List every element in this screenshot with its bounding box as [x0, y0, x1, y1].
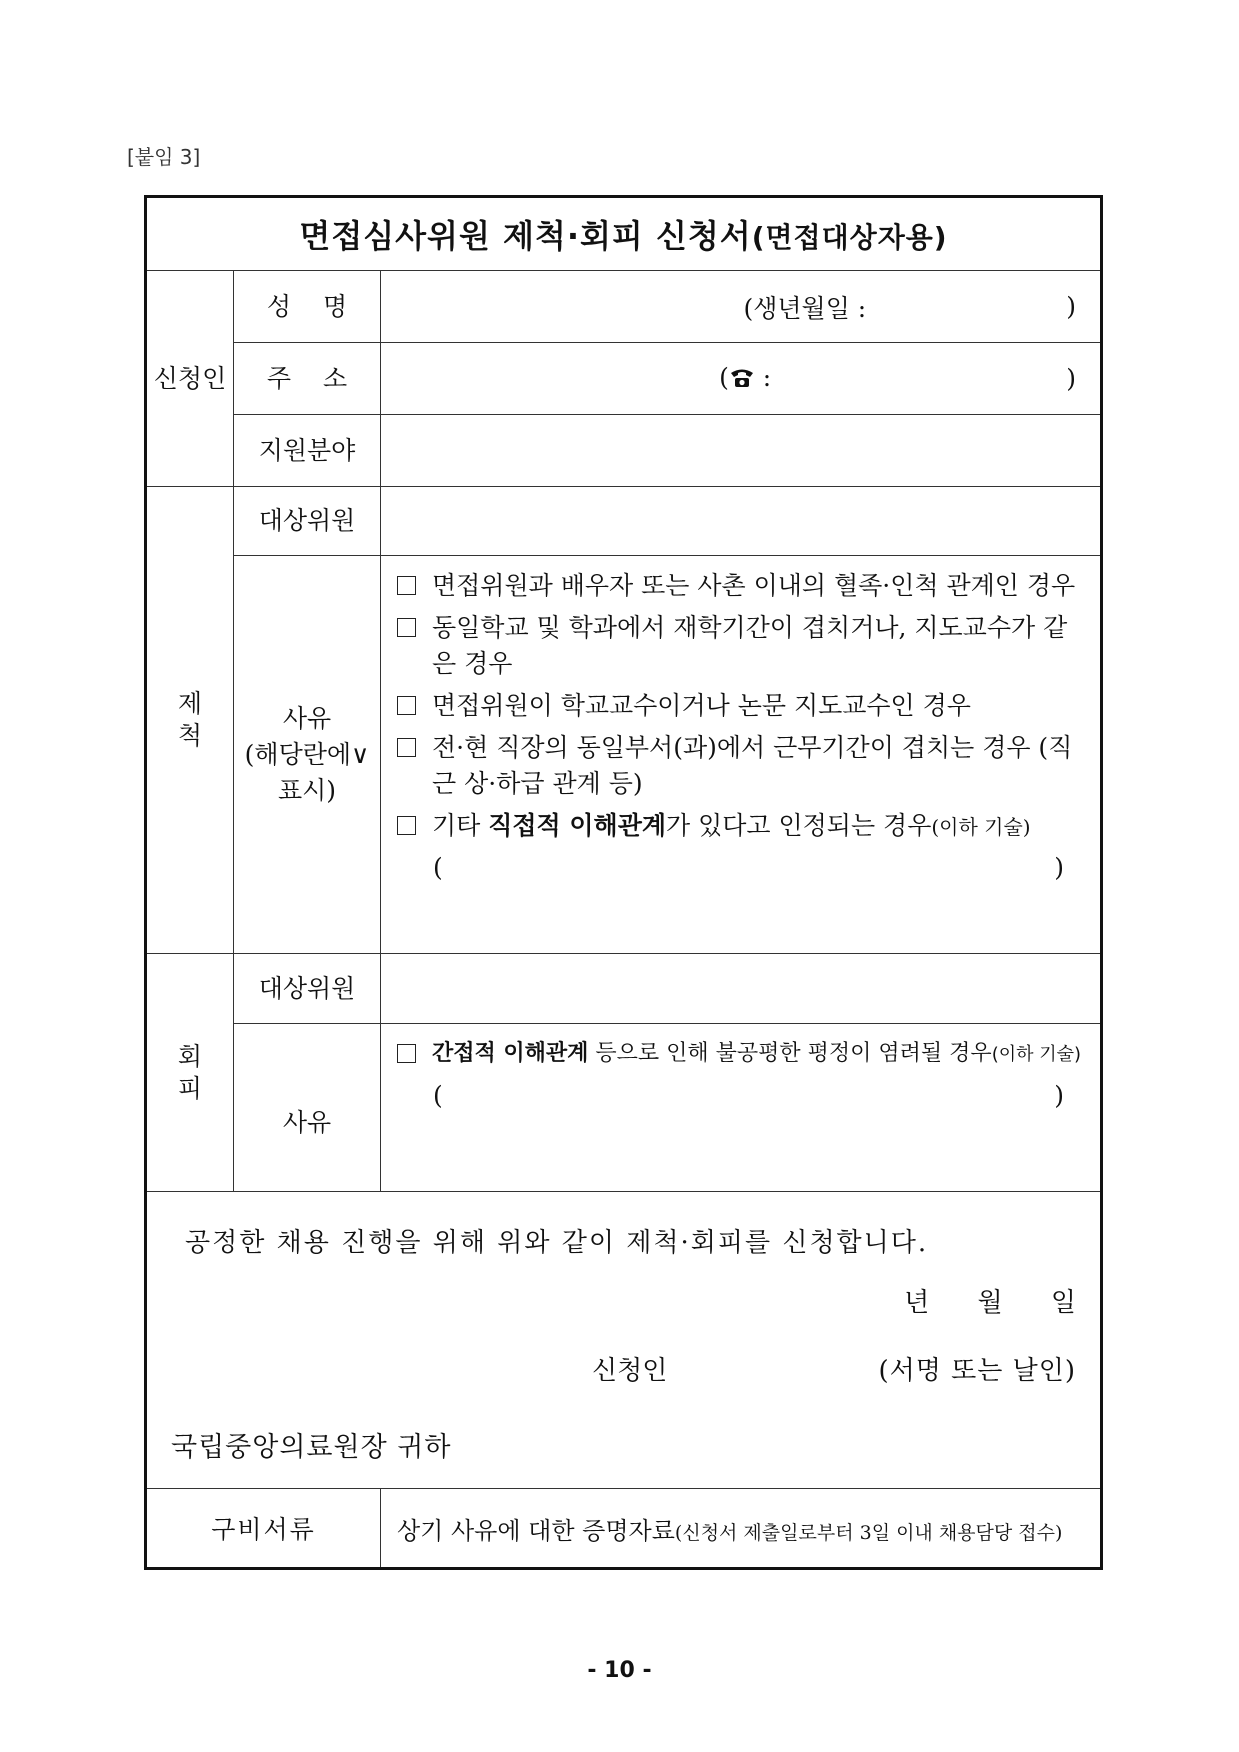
name-field[interactable] [381, 271, 1102, 343]
avoidance-group-label: 회 피 [146, 954, 234, 1192]
applicant-group-label: 신청인 [146, 271, 234, 487]
form-title [146, 197, 1102, 271]
checkbox[interactable] [397, 696, 416, 715]
birth-date-close: ) [1066, 292, 1076, 321]
exclusion-option-4[interactable]: 전·현 직장의 동일부서(과)에서 근무기간이 겹치는 경우 (직근 상·하급 관계 등) [397, 730, 1082, 802]
exclusion-group-label: 제 척 [146, 487, 234, 954]
addressee: 국립중앙의료원장 귀하 [171, 1432, 452, 1463]
page-number: - 10 - [587, 1658, 652, 1683]
telephone-icon [729, 366, 755, 395]
exclusion-other-description[interactable]: ( ) [433, 853, 1064, 882]
statement-area [146, 1192, 1102, 1489]
avoidance-target-field[interactable] [381, 954, 1102, 1024]
avoidance-description[interactable]: ( ) [433, 1081, 1064, 1110]
exclusion-options [381, 556, 1102, 954]
exclusion-option-1[interactable]: 면접위원과 배우자 또는 사촌 이내의 혈족·인척 관계인 경우 [397, 568, 1082, 604]
attachment-label: [붙임 3] [127, 145, 201, 169]
exclusion-option-other[interactable]: 기타 직접적 이해관계가 있다고 인정되는 경우(이하 기술) [397, 808, 1082, 845]
exclusion-option-3[interactable]: 면접위원이 학교교수이거나 논문 지도교수인 경우 [397, 688, 1082, 724]
birth-date-label: (생년월일 : [743, 293, 867, 323]
phone-close: ) [1066, 364, 1076, 393]
checkbox[interactable] [397, 816, 416, 835]
exclusion-reason-label: 사유 (해당란에∨ 표시) [234, 556, 381, 954]
statement-text: 공정한 채용 진행을 위해 위와 같이 제척·회피를 신청합니다. [185, 1228, 929, 1258]
address-field[interactable] [381, 343, 1102, 415]
exclusion-target-field[interactable] [381, 487, 1102, 556]
avoidance-option[interactable]: 간접적 이해관계 등으로 인해 불공평한 평정이 염려될 경우(이하 기술) [397, 1036, 1082, 1073]
field-label: 지원분야 [234, 415, 381, 487]
address-label: 주 소 [234, 343, 381, 415]
checkbox[interactable] [397, 576, 416, 595]
name-label: 성 명 [234, 271, 381, 343]
avoidance-options [381, 1024, 1102, 1192]
documents-label: 구비서류 [146, 1489, 381, 1569]
form-title-main: 면접심사위원 제척·회피 신청서 [299, 217, 752, 255]
avoidance-reason-label: 사유 [234, 1024, 381, 1192]
documents-value: 상기 사유에 대한 증명자료(신청서 제출일로부터 3일 이내 채용담당 접수) [381, 1489, 1102, 1569]
avoidance-target-label: 대상위원 [234, 954, 381, 1024]
exclusion-target-label: 대상위원 [234, 487, 381, 556]
field-input[interactable] [381, 415, 1102, 487]
applicant-sign-label: 신청인 [592, 1356, 668, 1386]
checkbox[interactable] [397, 1044, 416, 1063]
checkbox[interactable] [397, 618, 416, 637]
signature-field[interactable]: (서명 또는 날인) [878, 1356, 1076, 1386]
application-form [144, 195, 1103, 1570]
exclusion-option-2[interactable]: 동일학교 및 학과에서 재학기간이 겹치거나, 지도교수가 같은 경우 [397, 610, 1082, 682]
checkbox[interactable] [397, 738, 416, 757]
form-title-sub: (면접대상자용) [751, 221, 948, 254]
phone-label: ( : [719, 363, 771, 395]
date-field[interactable]: 년 월 일 [904, 1288, 1076, 1318]
